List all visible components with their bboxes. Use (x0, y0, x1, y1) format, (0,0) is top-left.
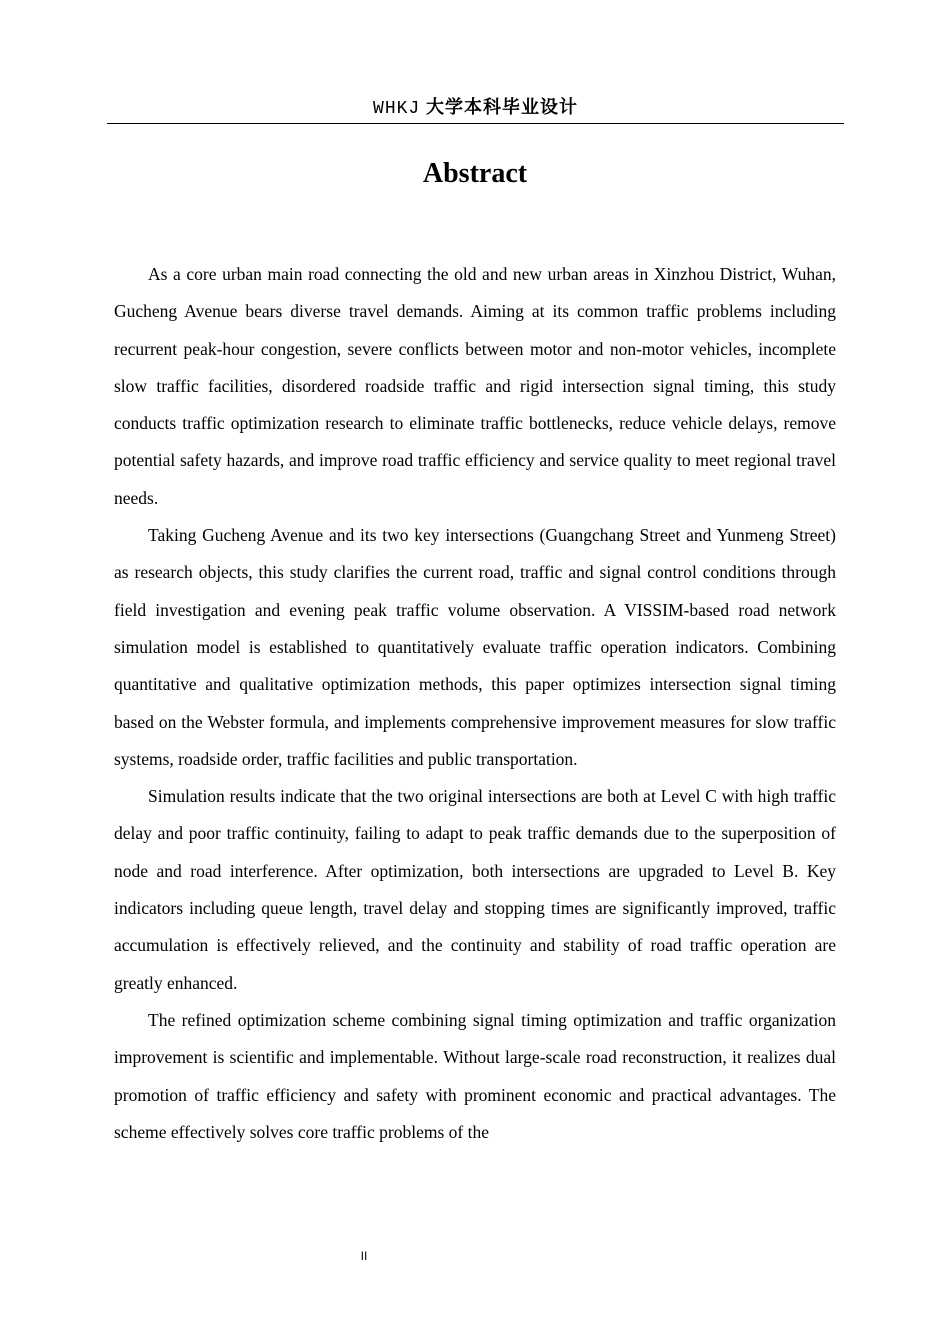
running-header (107, 96, 844, 124)
header-cjk-text: 大学本科毕业设计 (425, 97, 578, 118)
abstract-body (114, 256, 836, 1151)
page-number: II (360, 1249, 368, 1263)
abstract-paragraph-1: As a core urban main road connecting the old and new urban areas in Xinzhou District, Wuhan, Gucheng Avenue bears diverse travel demands. Aiming at its common traffic problems including recurrent peak-hour congestion, severe conflicts between motor and non-motor vehicles, incomplete slow traffic facilities, disordered roadside traffic and rigid intersection signal timing, this study conducts traffic optimization research to eliminate traffic bottlenecks, reduce vehicle delays, remove potential safety hazards, and improve road traffic efficiency and service quality to meet regional travel needs. (114, 264, 836, 508)
abstract-paragraph-2: Taking Gucheng Avenue and its two key intersections (Guangchang Street and Yunmeng Street) as research objects, this study clarifies the current road, traffic and signal control conditions through field investigation and evening peak traffic volume observation. A VISSIM-based road network simulation model is established to quantitatively evaluate traffic operation indicators. Combining quantitative and qualitative optimization methods, this paper optimizes intersection signal timing based on the Webster formula, and implements comprehensive improvement measures for slow traffic systems, roadside order, traffic facilities and public transportation. (114, 525, 836, 769)
abstract-paragraph-3: Simulation results indicate that the two original intersections are both at Level C with high traffic delay and poor traffic continuity, failing to adapt to peak traffic demands due to the superposition of node and road interference. After optimization, both intersections are upgraded to Level B. Key indicators including queue length, travel delay and stopping times are significantly improved, traffic accumulation is effectively relieved, and the continuity and stability of road traffic operation are greatly enhanced. (114, 786, 836, 993)
header-latin-text: WHKJ (373, 99, 421, 119)
abstract-title: Abstract (422, 158, 528, 189)
abstract-paragraph-4: The refined optimization scheme combining signal timing optimization and traffic organization improvement is scientific and implementable. Without large-scale road reconstruction, it realizes dual promotion of traffic efficiency and safety with prominent economic and practical advantages. The scheme effectively solves core traffic problems of the (114, 1009, 836, 1142)
